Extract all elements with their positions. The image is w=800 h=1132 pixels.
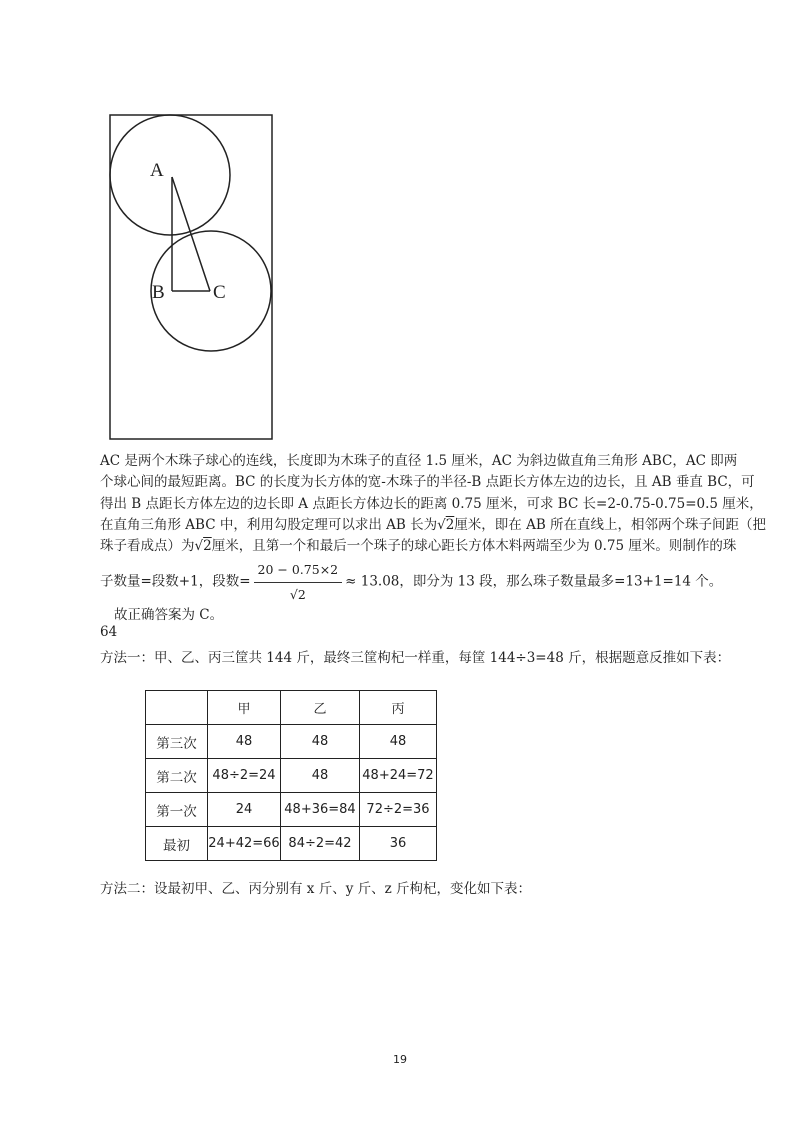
method-two: 方法二：设最初甲、乙、丙分别有 x 斤、y 斤、z 斤枸杞，变化如下表：: [100, 881, 532, 897]
fraction: $\frac{20 - 0.75\times 2}{√2}$: [254, 559, 343, 605]
table-row: [146, 725, 437, 759]
table-cell: 48÷2=24: [208, 759, 281, 793]
label-a: A: [150, 160, 164, 181]
label-b: B: [152, 282, 165, 303]
table-cell: 48: [281, 725, 360, 759]
answer-line: 故正确答案为 C。: [114, 607, 224, 623]
table-cell: 24+42=66: [208, 827, 281, 861]
geometry-figure: [100, 105, 280, 445]
table-cell: 48: [360, 725, 437, 759]
bottom-bead-circle: [151, 231, 271, 351]
explanation-line-4: 在直角三角形 ABC 中，利用勾股定理可以求出 AB 长为√2厘米，即在 AB 所在直线上，相邻两个珠子间距（把: [100, 515, 712, 536]
sqrt-2-b: √2: [194, 538, 212, 555]
table-cell: 36: [360, 827, 437, 861]
label-c: C: [213, 282, 226, 303]
explanation-line-3: 得出 B 点距长方体左边的边长即 A 点距长方体边长的距离 0.75 厘米，可求 BC 长=2-0.75-0.75=0.5 厘米，: [100, 495, 763, 512]
table-header: 丙: [360, 691, 437, 725]
method-one: 方法一：甲、乙、丙三筐共 144 斤，最终三筐枸杞一样重，每筐 144÷3=48 斤，根据题意反推如下表：: [100, 650, 731, 666]
explanation-line-6: 子数量=段数+1，段数= $\frac{20 - 0.75\times 2}{√2}$ ≈ 13.08，即分为 13 段，那么珠子数量最多=13+1=14 个。: [100, 559, 712, 605]
explanation-line-5: 珠子看成点）为√2厘米，且第一个和最后一个珠子的球心距长方体木料两端至少为 0.75 厘米。则制作的珠: [100, 536, 712, 557]
explanation-paragraph: [100, 451, 767, 605]
table-cell: 第二次: [146, 759, 208, 793]
table-header: 甲: [208, 691, 281, 725]
table-header-row: [146, 691, 437, 725]
table-cell: 84÷2=42: [281, 827, 360, 861]
table-cell: 最初: [146, 827, 208, 861]
reverse-calculation-table: [145, 690, 437, 861]
table-cell: 24: [208, 793, 281, 827]
table-cell: 48+36=84: [281, 793, 360, 827]
rectangle-board: [110, 115, 272, 439]
table-cell: 72÷2=36: [360, 793, 437, 827]
table-row: [146, 759, 437, 793]
table-cell: 第三次: [146, 725, 208, 759]
explanation-line-1: AC 是两个木珠子球心的连线，长度即为木珠子的直径 1.5 厘米，AC 为斜边做直角三角形 ABC，AC 即两: [100, 453, 738, 469]
table-cell: [146, 691, 208, 725]
table-cell: 48: [281, 759, 360, 793]
table-cell: 第一次: [146, 793, 208, 827]
question-number: 64: [100, 624, 118, 640]
table-cell: 48+24=72: [360, 759, 437, 793]
explanation-line-2: 个球心间的最短距离。BC 的长度为长方体的宽-木珠子的半径-B 点距长方体左边的边长，且 AB 垂直 BC，可: [100, 474, 755, 491]
page-number: 19: [393, 1053, 407, 1066]
table-row: [146, 793, 437, 827]
table-cell: 48: [208, 725, 281, 759]
table-row: [146, 827, 437, 861]
table-header: 乙: [281, 691, 360, 725]
top-bead-circle: [110, 115, 230, 235]
sqrt-2: √2: [437, 516, 455, 533]
